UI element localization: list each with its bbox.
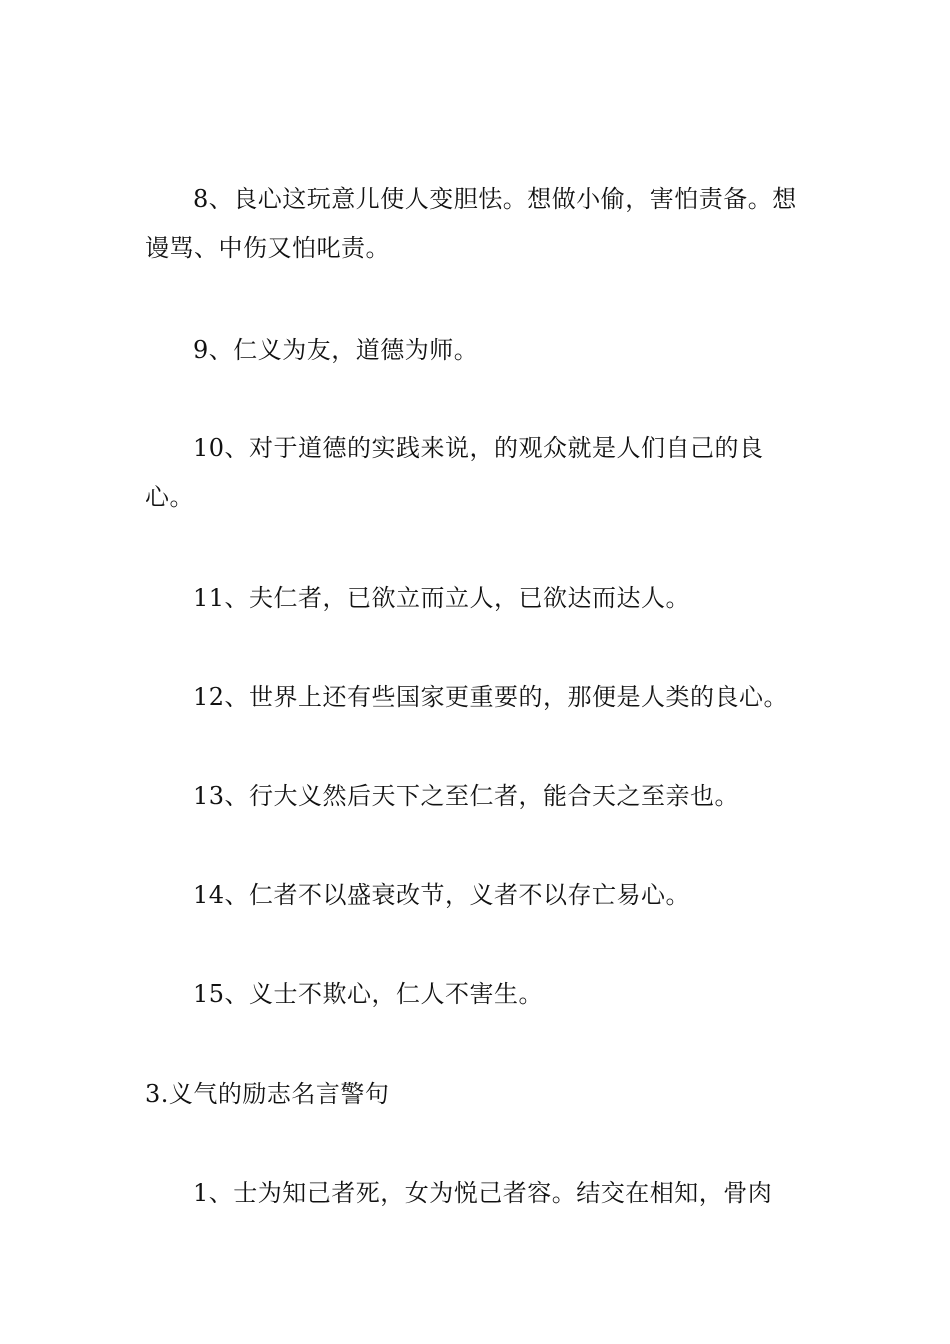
quote-paragraph-15: 15、义士不欺心，仁人不害生。 — [193, 980, 544, 1008]
quote-paragraph-9: 9、仁义为友，道德为师。 — [193, 336, 479, 364]
quote-paragraph-11: 11、夫仁者，已欲立而立人，已欲达而达人。 — [193, 584, 691, 612]
quote-paragraph-12: 12、世界上还有些国家更重要的，那便是人类的良心。 — [193, 683, 789, 711]
section-heading: 3.义气的励志名言警句 — [145, 1080, 390, 1108]
quote-paragraph-next: 1、士为知己者死，女为悦己者容。结交在相知，骨肉 — [193, 1179, 773, 1207]
quote-paragraph-10: 10、对于道德的实践来说，的观众就是人们自己的良心。 — [145, 434, 764, 511]
quote-paragraph-14: 14、仁者不以盛衰改节，义者不以存亡易心。 — [193, 881, 691, 909]
quote-paragraph-13: 13、行大义然后天下之至仁者，能合天之至亲也。 — [193, 782, 740, 810]
quote-paragraph-8: 8、良心这玩意儿使人变胆怯。想做小偷，害怕责备。想谩骂、中伤又怕叱责。 — [145, 185, 797, 262]
